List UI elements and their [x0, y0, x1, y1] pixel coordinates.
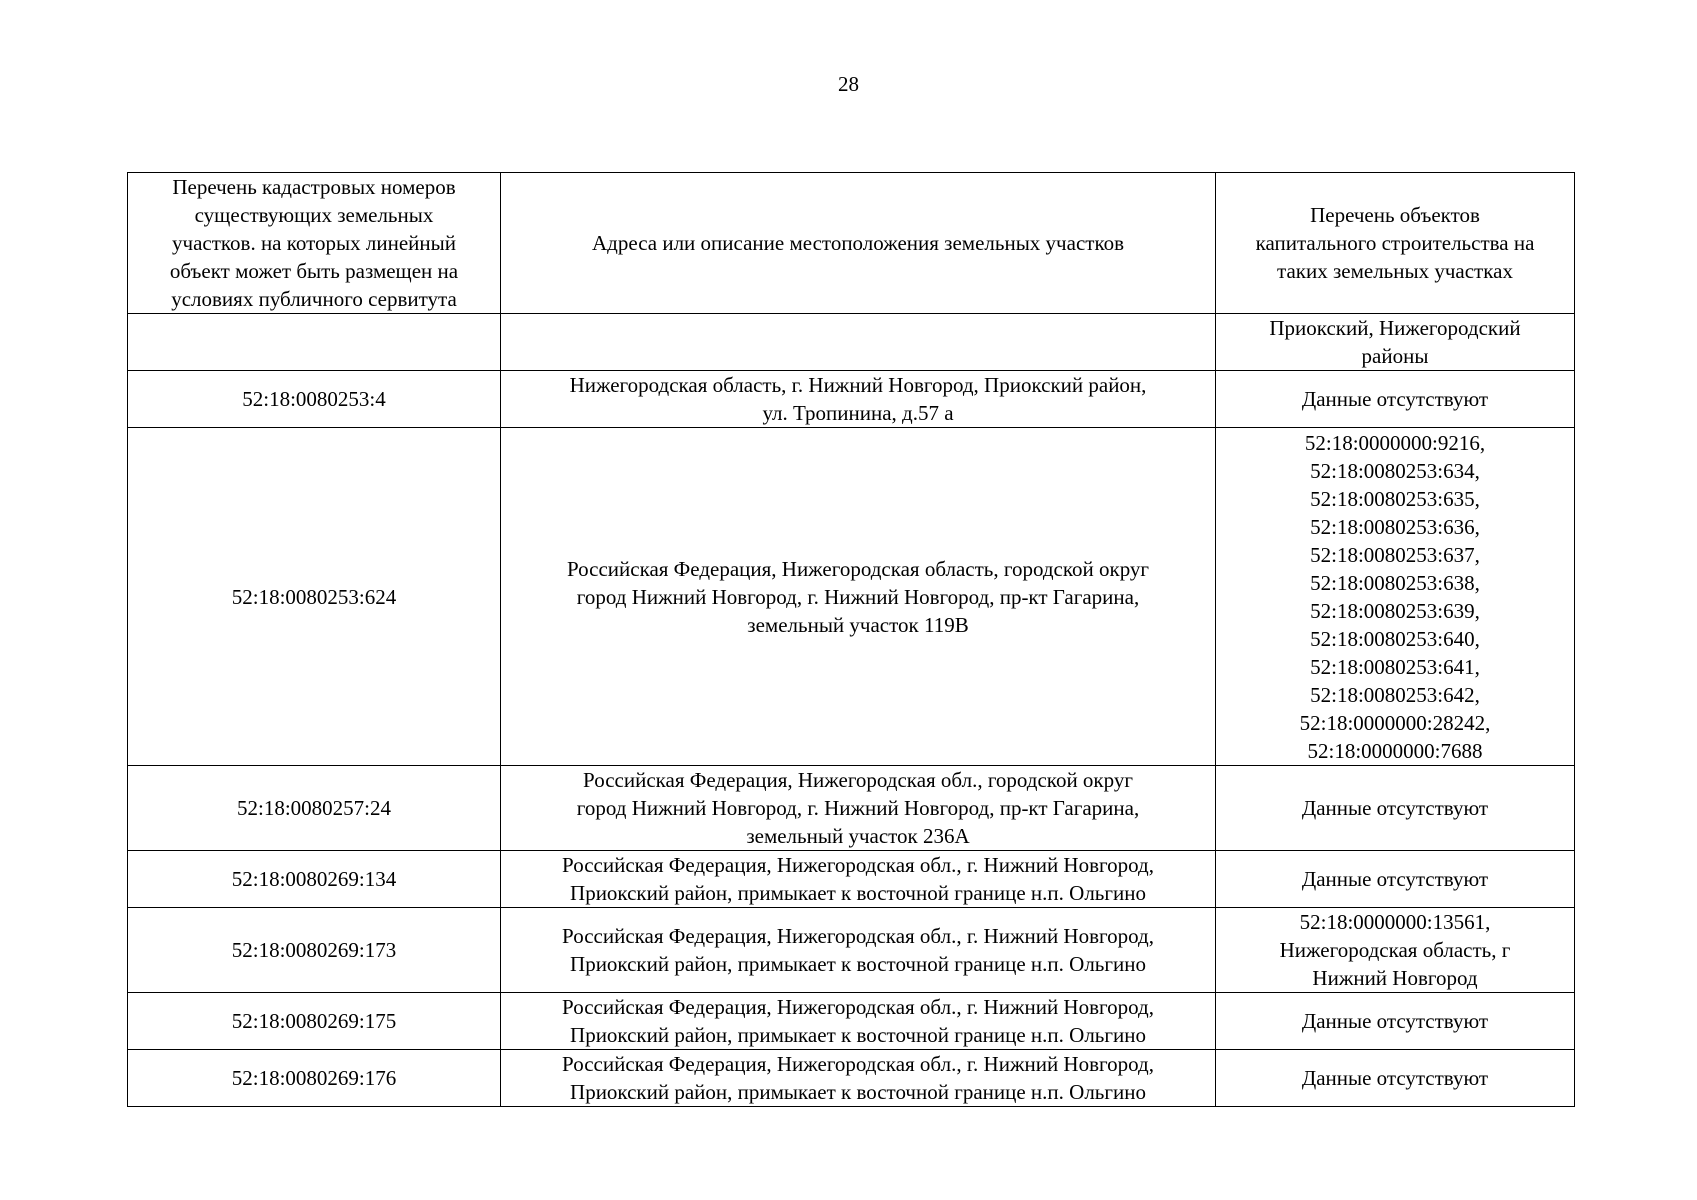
objects-cell: Данные отсутствуют — [1216, 1050, 1575, 1107]
cadastral-number-cell: 52:18:0080269:134 — [128, 851, 501, 908]
table-row — [128, 371, 1575, 428]
subheader-empty-cell — [128, 314, 501, 371]
subheader-districts: Приокский, Нижегородский районы — [1216, 314, 1575, 371]
address-cell: Российская Федерация, Нижегородская обл., городской округ город Нижний Новгород, г. Нижний Новгород, пр-кт Гагарина, земельный участок 236А — [501, 766, 1216, 851]
table-row — [128, 993, 1575, 1050]
header-capital-objects: Перечень объектов капитального строительства на таких земельных участках — [1216, 173, 1575, 314]
table-row — [128, 1050, 1575, 1107]
cadastral-number-cell: 52:18:0080257:24 — [128, 766, 501, 851]
address-cell: Российская Федерация, Нижегородская обл., г. Нижний Новгород, Приокский район, примыкает к восточной границе н.п. Ольгино — [501, 1050, 1216, 1107]
table-subheader-row — [128, 314, 1575, 371]
address-cell: Российская Федерация, Нижегородская обл., г. Нижний Новгород, Приокский район, примыкает к восточной границе н.п. Ольгино — [501, 851, 1216, 908]
objects-cell: 52:18:0000000:9216, 52:18:0080253:634, 52:18:0080253:635, 52:18:0080253:636, 52:18:0080253:637, 52:18:0080253:638, 52:18:0080253:639, 52:18:0080253:640, 52:18:0080253:641, 52:18:0080253:642, 52:18:0000000:28242, 52:18:0000000:7688 — [1216, 428, 1575, 766]
objects-cell: Данные отсутствуют — [1216, 371, 1575, 428]
address-cell: Российская Федерация, Нижегородская область, городской округ город Нижний Новгород, г. Нижний Новгород, пр-кт Гагарина, земельный участок 119В — [501, 428, 1216, 766]
cadastral-number-cell: 52:18:0080253:624 — [128, 428, 501, 766]
objects-cell: Данные отсутствуют — [1216, 851, 1575, 908]
subheader-empty-cell — [501, 314, 1216, 371]
header-cadastral-numbers: Перечень кадастровых номеров существующих земельных участков. на которых линейный объект может быть размещен на условиях публичного сервитута — [128, 173, 501, 314]
objects-cell: Данные отсутствуют — [1216, 766, 1575, 851]
address-cell: Российская Федерация, Нижегородская обл., г. Нижний Новгород, Приокский район, примыкает к восточной границе н.п. Ольгино — [501, 908, 1216, 993]
address-cell: Нижегородская область, г. Нижний Новгород, Приокский район, ул. Тропинина, д.57 а — [501, 371, 1216, 428]
objects-cell: Данные отсутствуют — [1216, 993, 1575, 1050]
address-cell: Российская Федерация, Нижегородская обл., г. Нижний Новгород, Приокский район, примыкает к восточной границе н.п. Ольгино — [501, 993, 1216, 1050]
table-row — [128, 428, 1575, 766]
cadastral-number-cell: 52:18:0080269:176 — [128, 1050, 501, 1107]
table-row — [128, 908, 1575, 993]
table-header-row — [128, 173, 1575, 314]
cadastral-number-cell: 52:18:0080253:4 — [128, 371, 501, 428]
objects-cell: 52:18:0000000:13561, Нижегородская область, г Нижний Новгород — [1216, 908, 1575, 993]
page-number: 28 — [838, 72, 859, 96]
cadastral-number-cell: 52:18:0080269:175 — [128, 993, 501, 1050]
table-row — [128, 766, 1575, 851]
table-row — [128, 851, 1575, 908]
header-addresses: Адреса или описание местоположения земельных участков — [501, 173, 1216, 314]
cadastral-number-cell: 52:18:0080269:173 — [128, 908, 501, 993]
cadastral-table — [127, 172, 1575, 1107]
